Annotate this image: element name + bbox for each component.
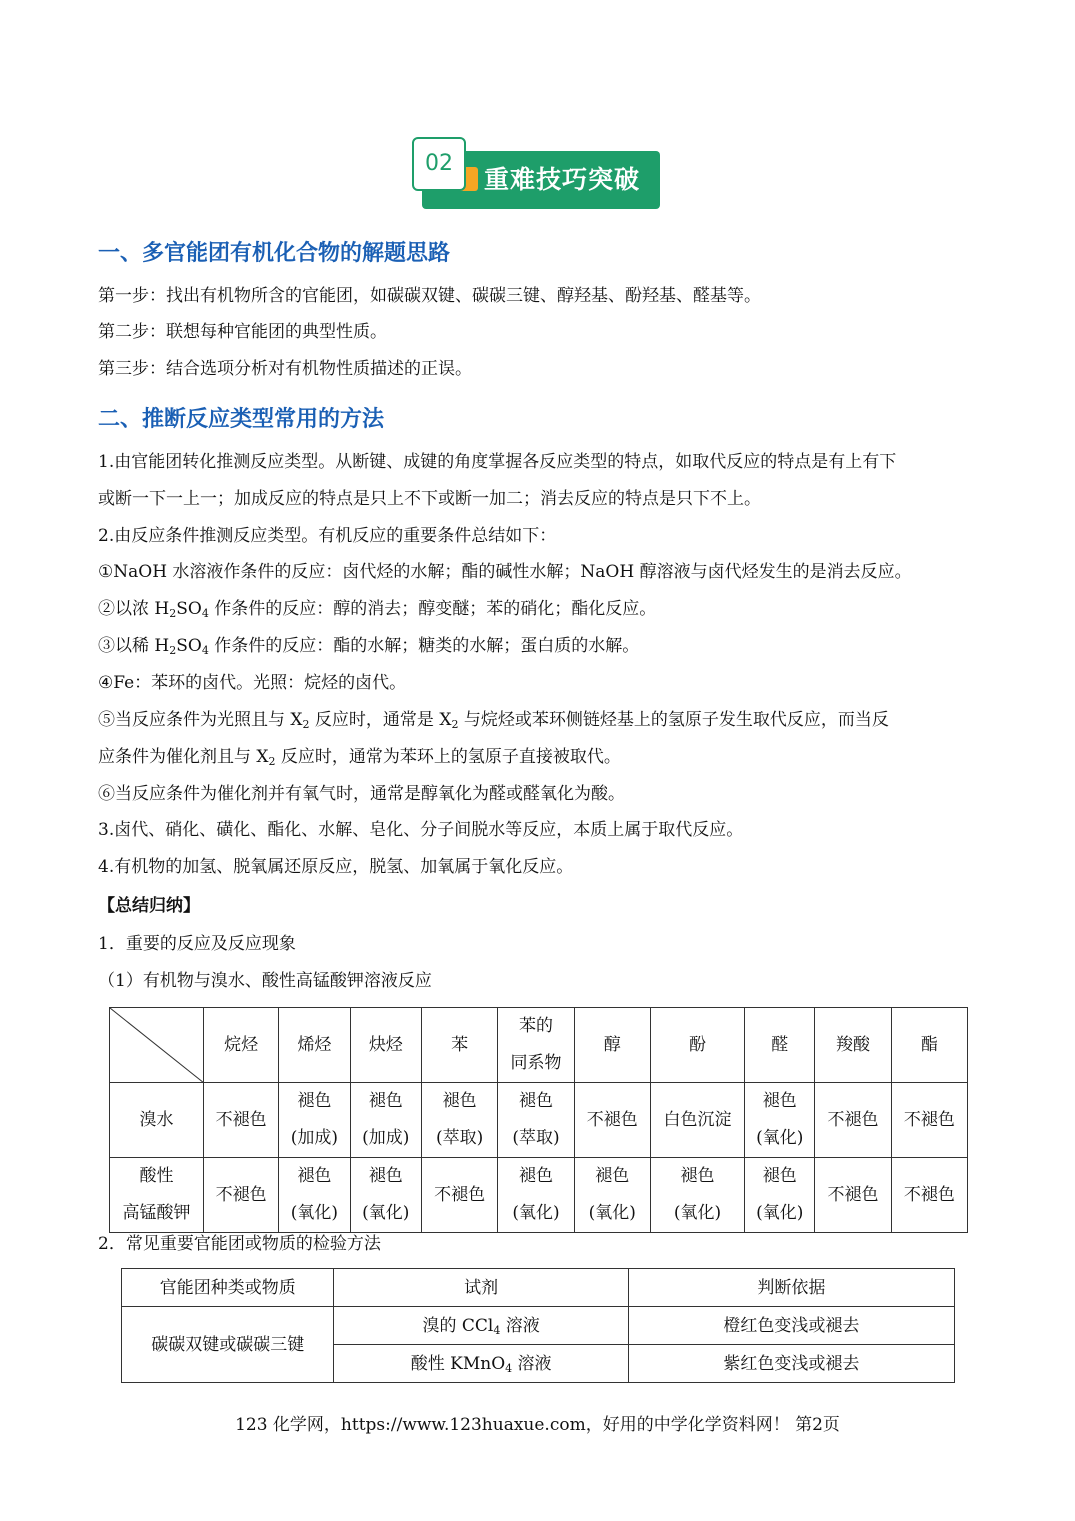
condition2: ②以浓 $H_2SO_4$ 作条件的反应：醇的消去；醇变醚；苯的硝化；酯化反应。 (98, 599, 657, 620)
diagonal-line (110, 1008, 204, 1083)
method1-line2: 或断一下一上一；加成反应的特点是只上不下或断一加二；消去反应的特点是只下不上。 (98, 489, 761, 509)
header-cell: 炔烃 (350, 1008, 421, 1083)
table-cell: 褪色 (氧化) (745, 1158, 815, 1233)
header-cell: 酚 (650, 1008, 744, 1083)
summary-item1: 1．重要的反应及反应现象 (98, 934, 296, 954)
table-header-row (122, 1269, 955, 1307)
table-cell: 褪色 (氧化) (745, 1083, 815, 1158)
table-cell: 褪色 (氧化) (650, 1158, 744, 1233)
condition5-line1: ⑤当反应条件为光照且与 $X_2$ 反应时，通常是 $X_2$ 与烷烃或苯环侧链烃基上的氢原子发生取代反应，而当反 (98, 710, 889, 731)
reagent-cell: 酸性 KMnO$_4$ 溶液 (334, 1345, 628, 1383)
header-cell: 羧酸 (815, 1008, 891, 1083)
section1-heading: 一、多官能团有机化合物的解题思路 (98, 241, 451, 266)
basis-cell: 紫红色变浅或褪去 (628, 1345, 954, 1383)
step3-text: 第三步：结合选项分析对有机物性质描述的正误。 (98, 359, 472, 379)
header-cell: 烯烃 (279, 1008, 350, 1083)
table-cell: 褪色 (氧化) (498, 1158, 574, 1233)
section-badge (412, 137, 662, 211)
condition6: ⑥当反应条件为催化剂并有氧气时，通常是醇氧化为醛或醛氧化为酸。 (98, 784, 625, 804)
table-cell: 褪色 (氧化) (574, 1158, 650, 1233)
page-footer: 123 化学网，https://www.123huaxue.com，好用的中学化学资料网！ 第2页 (235, 1415, 840, 1435)
section2-heading: 二、推断反应类型常用的方法 (98, 407, 385, 432)
header-cell: 酯 (891, 1008, 967, 1083)
table-cell: 不褪色 (891, 1083, 967, 1158)
diagonal-header-cell (110, 1008, 204, 1083)
table-cell: 褪色 (萃取) (498, 1083, 574, 1158)
table-row (122, 1307, 955, 1345)
summary-item2: 2．常见重要官能团或物质的检验方法 (98, 1234, 381, 1254)
table-cell: 不褪色 (815, 1083, 891, 1158)
reagent-cell: 溴的 CCl$_4$ 溶液 (334, 1307, 628, 1345)
summary-item1a: （1）有机物与溴水、酸性高锰酸钾溶液反应 (98, 971, 432, 991)
table-cell: 不褪色 (204, 1083, 279, 1158)
condition3: ③以稀 $H_2SO_4$ 作条件的反应：酯的水解；糖类的水解；蛋白质的水解。 (98, 636, 640, 657)
table-cell: 不褪色 (891, 1158, 967, 1233)
table-cell: 不褪色 (422, 1158, 498, 1233)
table-row (110, 1158, 968, 1233)
table-cell: 褪色 (加成) (350, 1083, 421, 1158)
header-cell: 官能团种类或物质 (122, 1269, 334, 1307)
table-cell: 白色沉淀 (650, 1083, 744, 1158)
method4-line: 4.有机物的加氢、脱氧属还原反应，脱氢、加氧属于氧化反应。 (98, 857, 574, 877)
header-cell: 醛 (745, 1008, 815, 1083)
method3-line: 3.卤代、硝化、磺化、酯化、水解、皂化、分子间脱水等反应，本质上属于取代反应。 (98, 820, 744, 840)
detection-table (121, 1268, 955, 1383)
basis-cell: 橙红色变浅或褪去 (628, 1307, 954, 1345)
condition4: ④Fe：苯环的卤代。光照：烷烃的卤代。 (98, 673, 407, 693)
summary-title: 【总结归纳】 (98, 896, 200, 916)
step2-text: 第二步：联想每种官能团的典型性质。 (98, 322, 387, 342)
header-cell: 试剂 (334, 1269, 628, 1307)
row-label: 溴水 (110, 1083, 204, 1158)
table-header-row (110, 1008, 968, 1083)
method2-line: 2.由反应条件推测反应类型。有机反应的重要条件总结如下： (98, 526, 557, 546)
condition1: ①NaOH 水溶液作条件的反应：卤代烃的水解；酯的碱性水解；NaOH 醇溶液与卤代烃发生的是消去反应。 (98, 562, 912, 582)
badge-number: 02 (412, 137, 466, 191)
row-label: 酸性 高锰酸钾 (110, 1158, 204, 1233)
header-cell: 苯的 同系物 (498, 1008, 574, 1083)
table-cell: 不褪色 (574, 1083, 650, 1158)
header-cell: 判断依据 (628, 1269, 954, 1307)
header-cell: 苯 (422, 1008, 498, 1083)
step1-text: 第一步：找出有机物所含的官能团，如碳碳双键、碳碳三键、醇羟基、酚羟基、醛基等。 (98, 286, 761, 306)
header-cell: 烷烃 (204, 1008, 279, 1083)
badge-title: 重难技巧突破 (484, 165, 641, 194)
table-row (110, 1083, 968, 1158)
method1-line1: 1.由官能团转化推测反应类型。从断键、成键的角度掌握各反应类型的特点，如取代反应的特点是有上有下 (98, 452, 897, 472)
table-cell: 褪色 (氧化) (279, 1158, 350, 1233)
group-cell: 碳碳双键或碳碳三键 (122, 1307, 334, 1383)
table-cell: 不褪色 (204, 1158, 279, 1233)
table-cell: 褪色 (氧化) (350, 1158, 421, 1233)
condition5-line2: 应条件为催化剂且与 $X_2$ 反应时，通常为苯环上的氢原子直接被取代。 (98, 747, 621, 768)
table-cell: 不褪色 (815, 1158, 891, 1233)
table-cell: 褪色 (加成) (279, 1083, 350, 1158)
header-cell: 醇 (574, 1008, 650, 1083)
reaction-table (109, 1007, 968, 1233)
table-cell: 褪色 (萃取) (422, 1083, 498, 1158)
